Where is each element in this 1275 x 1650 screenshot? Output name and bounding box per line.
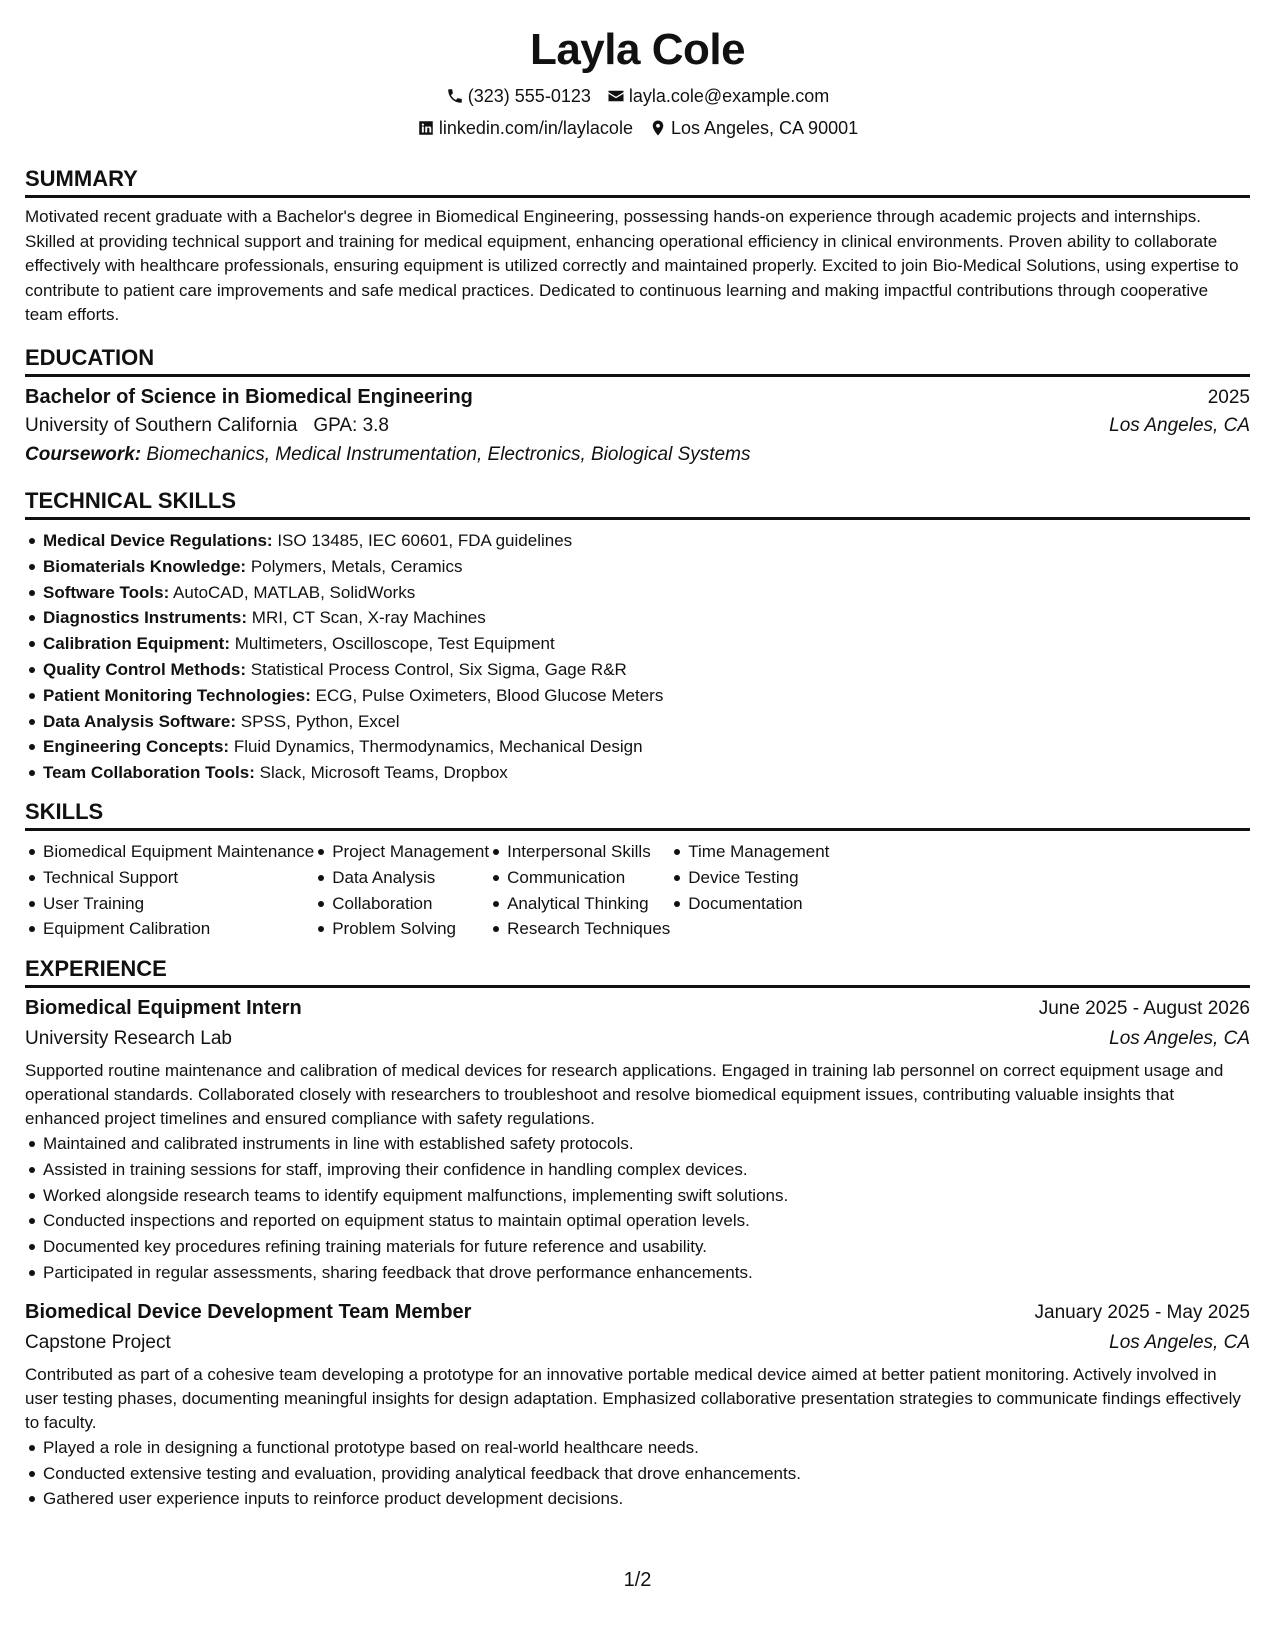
skill-label: Software Tools: [43, 582, 170, 602]
summary-section [25, 166, 1250, 328]
list-item: Collaboration [332, 891, 489, 917]
envelope-icon [607, 87, 625, 105]
email-text[interactable]: layla.cole@example.com [628, 86, 830, 106]
list-item [43, 709, 1250, 735]
list-item: Documented key procedures refining training materials for future reference and usability. [43, 1234, 1250, 1260]
list-item [43, 554, 1250, 580]
skills-column [25, 839, 314, 942]
skill-value: Slack, Microsoft Teams, Dropbox [259, 763, 508, 783]
location-text: Los Angeles, CA 90001 [670, 118, 859, 138]
job-location: Los Angeles, CA [1109, 1028, 1250, 1049]
skill-value: Polymers, Metals, Ceramics [250, 556, 463, 576]
skill-value: Fluid Dynamics, Thermodynamics, Mechanical Design [233, 737, 643, 757]
contact-linkedin[interactable] [417, 117, 633, 139]
list-item [43, 605, 1250, 631]
summary-heading: SUMMARY [25, 166, 1250, 198]
list-item: Conducted inspections and reported on equipment status to maintain optimal operation levels. [43, 1208, 1250, 1234]
skill-label: Medical Device Regulations: [43, 531, 273, 550]
skill-label: Calibration Equipment: [43, 634, 230, 654]
job-organization: Capstone Project [25, 1331, 171, 1353]
list-item: Assisted in training sessions for staff, improving their confidence in handling complex devices. [43, 1157, 1250, 1183]
list-item: Gathered user experience inputs to reinforce product development decisions. [43, 1486, 1250, 1512]
job-title-row [25, 1298, 1250, 1327]
school-location: Los Angeles, CA [1109, 415, 1250, 436]
list-item: Research Techniques [507, 916, 670, 942]
list-item: Time Management [688, 839, 829, 865]
contact-phone [446, 85, 591, 107]
technical-skills-section [25, 488, 1250, 786]
skill-label: Team Collaboration Tools: [43, 763, 255, 783]
education-heading: EDUCATION [25, 345, 1250, 377]
technical-skills-heading: TECHNICAL SKILLS [25, 488, 1250, 520]
list-item: Problem Solving [332, 916, 489, 942]
list-item: Worked alongside research teams to identify equipment malfunctions, implementing swift solutions. [43, 1183, 1250, 1209]
skills-section [25, 799, 1250, 942]
technical-skills-list [25, 528, 1250, 786]
experience-section [25, 956, 1250, 1512]
skill-label: Diagnostics Instruments: [43, 608, 248, 628]
education-school-row [25, 412, 1250, 440]
list-item: Device Testing [688, 865, 829, 891]
summary-text: Motivated recent graduate with a Bachelor's degree in Biomedical Engineering, possessing hands-on experience through academic projects and internships. Skilled at providing technical support and training for medical equipment, enhancing operational efficiency in clinical environments. Proven ability to collaborate effectively with healthcare professionals, ensuring equipment is utilized correctly and maintained properly. Excited to join Bio-Medical Solutions, using expertise to contribute to patient care improvements and safe medical practices. Dedicated to continuous learning and making impactful contributions through cooperative team efforts. [25, 207, 1239, 324]
job-entry [25, 1298, 1250, 1512]
education-section [25, 345, 1250, 470]
list-item: Analytical Thinking [507, 891, 670, 917]
skill-value: SPSS, Python, Excel [240, 711, 400, 731]
skill-value: Multimeters, Oscilloscope, Test Equipment [234, 634, 555, 654]
skill-label: Quality Control Methods: [43, 659, 247, 679]
coursework-label: Coursework: [25, 444, 142, 465]
school-line [25, 412, 389, 440]
list-item [43, 528, 1250, 554]
list-item: Played a role in designing a functional prototype based on real-world healthcare needs. [43, 1435, 1250, 1461]
job-title: Biomedical Device Development Team Member [25, 1300, 472, 1323]
list-item [43, 580, 1250, 606]
page-number: 1/2 [623, 1569, 652, 1591]
skill-value: ECG, Pulse Oximeters, Blood Glucose Meters [315, 685, 664, 705]
list-item [43, 734, 1250, 760]
skills-column [670, 839, 829, 942]
phone-text: (323) 555-0123 [467, 86, 591, 106]
linkedin-text[interactable]: linkedin.com/in/laylacole [438, 118, 633, 138]
phone-icon [446, 87, 464, 105]
job-dates: June 2025 - August 2026 [1038, 998, 1250, 1019]
skill-label: Data Analysis Software: [43, 711, 237, 731]
education-degree-row [25, 383, 1250, 412]
contact-row-primary [25, 85, 1250, 107]
degree-title: Bachelor of Science in Biomedical Engineering [25, 386, 473, 408]
skill-value: AutoCAD, MATLAB, SolidWorks [173, 582, 416, 602]
school-name: University of Southern California [25, 415, 298, 436]
contact-email[interactable] [607, 85, 829, 107]
contact-location [649, 117, 858, 139]
skill-value: MRI, CT Scan, X-ray Machines [251, 608, 486, 628]
list-item [43, 683, 1250, 709]
graduation-year: 2025 [1207, 387, 1250, 408]
list-item: Maintained and calibrated instruments in line with established safety protocols. [43, 1131, 1250, 1157]
list-item: User Training [43, 891, 314, 917]
list-item: Documentation [688, 891, 829, 917]
list-item: Project Management [332, 839, 489, 865]
list-item: Participated in regular assessments, sharing feedback that drove performance enhancements. [43, 1260, 1250, 1286]
coursework-line [25, 440, 1250, 470]
resume-page [25, 0, 1250, 1650]
job-bullets [25, 1131, 1250, 1286]
job-entry [25, 994, 1250, 1286]
list-item [43, 631, 1250, 657]
linkedin-icon [417, 119, 435, 137]
skills-column [314, 839, 489, 942]
map-pin-icon [649, 119, 667, 137]
job-description: Contributed as part of a cohesive team developing a prototype for an innovative portable medical device aimed at better patient monitoring. Actively involved in user testing phases, documenting meaningful insights for design adaptation. Emphasized collaborative presentation strategies to communicate findings effectively to faculty. [25, 1364, 1241, 1432]
job-org-row [25, 1025, 1250, 1053]
skill-value: Statistical Process Control, Six Sigma, Gage R&R [250, 659, 627, 679]
list-item: Technical Support [43, 865, 314, 891]
skill-label: Biomaterials Knowledge: [43, 556, 247, 576]
list-item: Conducted extensive testing and evaluation, providing analytical feedback that drove enhancements. [43, 1461, 1250, 1487]
list-item: Biomedical Equipment Maintenance [43, 839, 314, 865]
job-title-row [25, 994, 1250, 1023]
skills-grid [25, 839, 1250, 942]
list-item: Communication [507, 865, 670, 891]
candidate-name: Layla Cole [529, 25, 746, 74]
job-dates: January 2025 - May 2025 [1034, 1301, 1250, 1323]
job-organization: University Research Lab [25, 1028, 232, 1049]
job-bullets [25, 1435, 1250, 1512]
job-title: Biomedical Equipment Intern [25, 997, 302, 1019]
list-item [43, 760, 1250, 786]
job-location: Los Angeles, CA [1109, 1331, 1250, 1353]
skill-label: Engineering Concepts: [43, 737, 230, 757]
list-item: Data Analysis [332, 865, 489, 891]
skills-heading: SKILLS [25, 799, 1250, 831]
job-description: Supported routine maintenance and calibration of medical devices for research applications. Engaged in training lab personnel on correct equipment usage and operational standards. Collaborated closely with researchers to troubleshoot and resolve biomedical equipment issues, contributing valuable insights that enhanced project timelines and ensured compliance with safety regulations. [25, 1061, 1224, 1128]
list-item: Interpersonal Skills [507, 839, 670, 865]
skill-label: Patient Monitoring Technologies: [43, 685, 311, 705]
coursework-list: Biomechanics, Medical Instrumentation, Electronics, Biological Systems [146, 444, 751, 465]
list-item: Equipment Calibration [43, 916, 314, 942]
skills-column [489, 839, 670, 942]
list-item [43, 657, 1250, 683]
gpa: GPA: 3.8 [313, 415, 389, 436]
skill-value: ISO 13485, IEC 60601, FDA guidelines [277, 531, 573, 550]
experience-heading: EXPERIENCE [25, 956, 1250, 988]
job-org-row [25, 1329, 1250, 1357]
contact-row-secondary [25, 117, 1250, 139]
